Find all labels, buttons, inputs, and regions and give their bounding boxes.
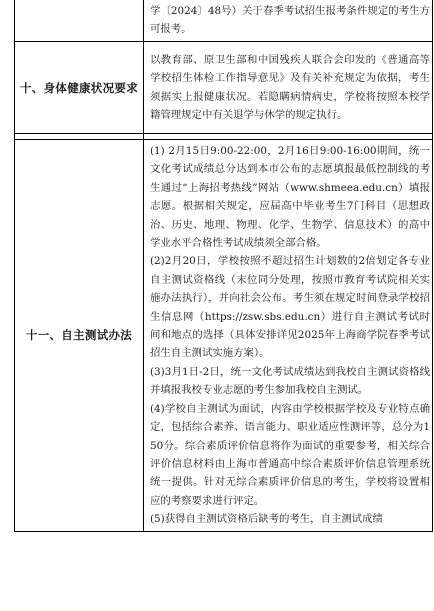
row-content bbox=[144, 0, 433, 42]
table-row-self-test-method bbox=[15, 140, 433, 532]
content-paragraph: 以教育部、原卫生部和中国残疾人联合会印发的《普通高等学校招生体检工作指导意见》及有关补充规定为依据，考生须据实上报健康状况。若隐瞒病情病史，学校将按照本校学籍管理规定中有关退学与休学的规定执行。 bbox=[150, 53, 430, 121]
row-label-self-test-method: 十一、自主测试办法 bbox=[15, 140, 144, 532]
document-page bbox=[14, 0, 430, 532]
table-row-health-requirements bbox=[15, 42, 433, 134]
content-paragraph-5: (5)获得自主测试资格后缺考的考生，自主测试成绩 bbox=[150, 513, 383, 526]
content-paragraph-3: (3)3月1日-2日，统一文化考试成绩达到我校自主测试资格线并填报我校专业志愿的考生参加我校自主测试。 bbox=[150, 365, 430, 397]
row-label-health-requirements: 十、身体健康状况要求 bbox=[15, 42, 144, 134]
row-content-self-test-method bbox=[144, 140, 433, 532]
admission-rules-table bbox=[14, 0, 433, 532]
table-row-continued bbox=[15, 0, 433, 42]
row-content-health-requirements bbox=[144, 42, 433, 134]
content-paragraph-2: (2)2月20日，学校按照不超过招生计划数的2倍划定各专业自主测试资格线（末位同分处理，按照市教育考试院相关实施办法执行），并向社会公布。考生须在规定时间登录学校招生信息网（https://zsw.sbs.edu.cn）进行自主测试考试时间和地点的选择（具体安排详见2025年上海商学院春季考试招生自主测试实施方案）。 bbox=[150, 255, 430, 360]
content-paragraph-4: (4)学校自主测试为面试，内容由学校根据学校及专业特点确定，包括综合素养、语言能力、职业适应性测评等，总分为150分。综合素质评价信息将作为面试的重要参考，相关综合评价信息材料由上海市普通高中综合素质评价信息管理系统统一提供。针对无综合素质评价信息的考生，学校将设置相应的考察要求进行评定。 bbox=[150, 402, 430, 507]
row-label bbox=[15, 0, 144, 42]
content-paragraph-1: (1) 2月15日9:00-22:00，2月16日9:00-16:00期间，统一文化考试成绩总分达到本市公布的志愿填报最低控制线的考生通过“上海招考热线”网站（www.shmeea.edu.cn）填报志愿。根据相关规定，应届高中毕业考生7门科目（思想政治、历史、地理、物理、化学、生物学、信息技术）的高中学业水平合格性考试成绩须全部合格。 bbox=[150, 145, 430, 250]
content-paragraph: 学〔2024〕48号）关于春季考试招生报考条件规定的考生方可报考。 bbox=[150, 4, 430, 35]
